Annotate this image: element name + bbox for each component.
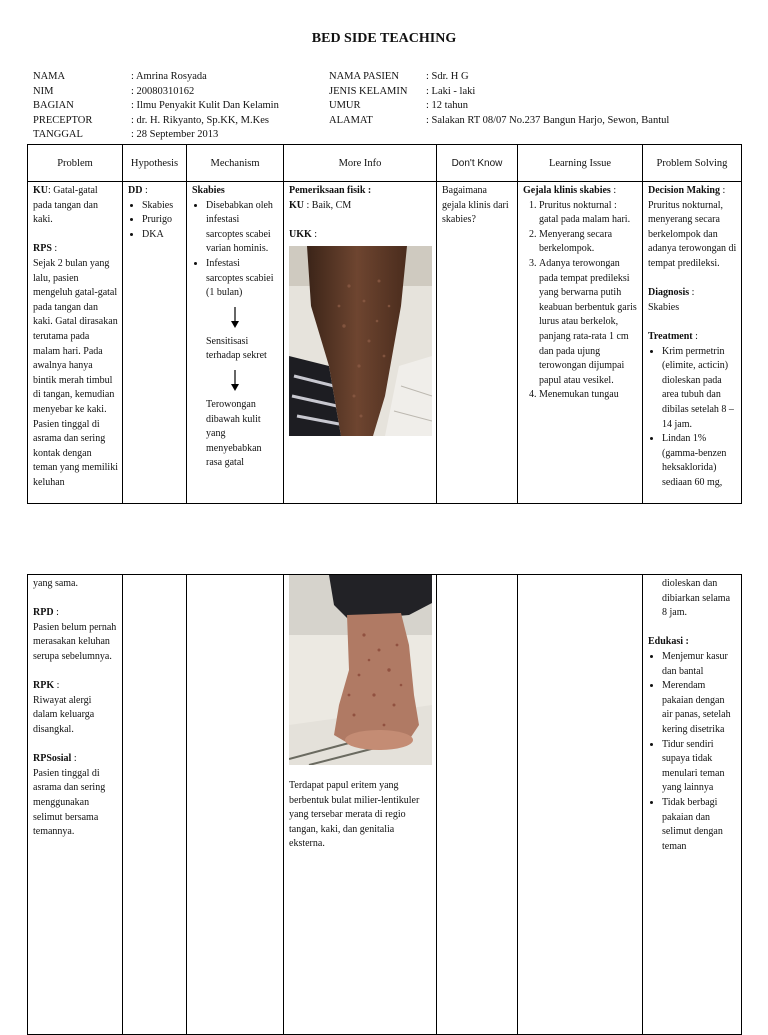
col-header-problem: Problem (28, 145, 123, 182)
list-item: 2. Menyerang secara berkelompok. (539, 228, 638, 257)
list-item: • Disebabkan oleh infestasi sarcoptes scabei varian hominis. (206, 199, 279, 257)
rpsosial-colon: : (71, 753, 77, 765)
mechanism-cell (187, 182, 284, 504)
problem-solving-cell (643, 182, 742, 504)
treatment-list (648, 345, 737, 491)
mechanism-heading: Skabies (192, 185, 225, 196)
value-nama-pasien: : Sdr. H G (426, 71, 469, 82)
list-item: 4. Menemukan tungau (539, 388, 638, 403)
value-bagian: : Ilmu Penyakit Kulit Dan Kelamin (131, 100, 279, 112)
label-jenis-kelamin: JENIS KELAMIN (329, 85, 408, 97)
hypothesis-cell (123, 182, 187, 504)
ku-text: : Gatal-gatal pada tangan dan kaki. (33, 185, 98, 226)
ku-label: KU (33, 185, 48, 196)
decision-making-text: : Pruritus nokturnal, menyerang secara berkelompok dan adanya terowongan di tempat predileksi. (648, 185, 737, 269)
label-nim: NIM (33, 85, 54, 97)
label-bagian: BAGIAN (33, 100, 74, 112)
learning-issue-cell (518, 575, 643, 1035)
value-umur: : 12 tahun (426, 100, 468, 112)
learning-issue-list (523, 199, 638, 403)
ku-label: KU (289, 199, 304, 211)
learning-issue-heading: Gejala klinis skabies (523, 185, 611, 196)
more-info-cell (284, 182, 437, 504)
rpsosial-text: Pasien tinggal di asrama dan sering menggunakan selimut bersama temannya. (33, 767, 106, 838)
list-item: • Lindan 1% (gamma-benzen heksaklorida) sediaan 60 mg, (662, 432, 737, 490)
header-right-labels (329, 70, 407, 128)
col-header-mechanism: Mechanism (187, 145, 284, 182)
arm-lesion-photo (289, 246, 432, 436)
down-arrow-icon (230, 307, 240, 329)
header-left-labels (33, 70, 92, 143)
col-header-problem-solving: Problem Solving (643, 145, 742, 182)
ku-text: : Baik, CM (304, 199, 352, 211)
rpd-colon: : (53, 607, 59, 619)
label-nama: NAMA (33, 71, 66, 82)
label-preceptor: PRECEPTOR (33, 114, 93, 126)
mechanism-step-3: Terowongan dibawah kulit yang menyebabkan rasa gatal (206, 398, 262, 469)
value-tanggal: : 28 September 2013 (131, 129, 219, 141)
rps-label: RPS (33, 243, 52, 255)
label-tanggal: TANGGAL (33, 129, 83, 141)
col-header-hypothesis: Hypothesis (123, 145, 187, 182)
dd-label: DD (128, 185, 143, 196)
treatment-2-cont: dioleskan dan dibiarkan selama 8 jam. (662, 578, 731, 619)
list-item: • DKA (142, 228, 182, 243)
learning-issue-cell (518, 182, 643, 504)
treatment-colon: : (692, 330, 698, 342)
table-content-row (28, 575, 742, 1035)
col-header-more-info: More Info (284, 145, 437, 182)
rpd-text: Pasien belum pernah merasakan keluhan serupa sebelumnya. (33, 621, 117, 662)
diagnosis-text: Skabies (648, 301, 680, 313)
rps-text: Sejak 2 bulan yang lalu, pasien mengeluh gatal-gatal pada tangan dan kaki. Gatal dirasakan terutama pada malam hari. Pada awalnya hanya bintik merah timbul di tangan, kemudian menyebar ke kaki. Pasien tinggal di asrama dan sering kontak dengan teman yang memiliki keluhan (33, 257, 118, 488)
list-item: • Prurigo (142, 213, 182, 228)
value-jenis-kelamin: : Laki - laki (426, 85, 476, 97)
more-info-cell (284, 575, 437, 1035)
col-header-learning-issue: Learning Issue (518, 145, 643, 182)
list-item: • Tidur sendiri supaya tidak menulari teman yang lainnya (662, 738, 737, 796)
rpk-label: RPK (33, 680, 55, 692)
value-preceptor: : dr. H. Rikyanto, Sp.KK, M.Kes (131, 114, 269, 126)
edukasi-label: Edukasi : (648, 636, 689, 648)
rpd-label: RPD (33, 607, 54, 619)
list-item: • Krim permetrin (elimite, acticin) dioleskan pada area tubuh dan dibilas setelah 8 – 14 jam. (662, 345, 737, 433)
page-title: BED SIDE TEACHING (311, 31, 457, 46)
learning-issue-colon: : (610, 185, 617, 196)
foot-lesion-photo (289, 575, 432, 765)
dd-colon: : (142, 185, 148, 196)
problem-solving-cell (643, 575, 742, 1035)
label-umur: UMUR (329, 100, 361, 112)
label-alamat: ALAMAT (329, 114, 373, 126)
list-item: • Menjemur kasur dan bantal (662, 650, 737, 679)
list-item: • Merendam pakaian dengan air panas, setelah kering disetrika (662, 679, 737, 737)
ukk-label: UKK (289, 228, 312, 240)
dont-know-text: Bagaimana gejala klinis dari skabies? (442, 185, 509, 226)
rpk-text: Riwayat alergi dalam keluarga disangkal. (33, 694, 95, 735)
rps-colon: : (51, 243, 58, 255)
label-nama-pasien: NAMA PASIEN (329, 71, 399, 82)
value-nim: : 20080310162 (131, 85, 195, 97)
down-arrow-icon (230, 370, 240, 392)
mechanism-list (192, 199, 279, 301)
diagnosis-colon: : (689, 287, 695, 299)
problem-cell (28, 575, 123, 1035)
value-alamat: : Salakan RT 08/07 No.237 Bangun Harjo, Sewon, Bantul (426, 114, 670, 126)
list-item: 1. Pruritus nokturnal : gatal pada malam hari. (539, 199, 638, 228)
rpk-colon: : (54, 680, 60, 692)
decision-making-label: Decision Making (648, 185, 720, 196)
header-left-values (131, 70, 279, 143)
dont-know-cell (437, 575, 518, 1035)
problem-cell (28, 182, 123, 504)
ukk-colon: : (311, 228, 318, 240)
bst-table-part2 (27, 574, 742, 1035)
value-nama: : Amrina Rosyada (131, 71, 207, 82)
dd-list (128, 199, 182, 243)
hypothesis-cell (123, 575, 187, 1035)
list-item: • Infestasi sarcoptes scabiei (1 bulan) (206, 257, 279, 301)
table-content-row (28, 182, 742, 504)
mechanism-step-2: Sensitisasi terhadap sekret (206, 335, 267, 362)
dont-know-cell (437, 182, 518, 504)
edukasi-list (648, 650, 737, 854)
treatment-label: Treatment (648, 330, 693, 342)
list-item: 3. Adanya terowongan pada tempat predileksi yang berwarna putih keabuan berbentuk garis lurus atau berkelok, panjang rata-rata 1 cm dan pada ujung terowongan dijumpai papul atau vesikel. (539, 257, 638, 388)
bst-table-part1 (27, 144, 742, 504)
exam-label: Pemeriksaan fisik : (289, 185, 372, 196)
header-right-values (426, 70, 669, 128)
col-header-dont-know: Don't Know (437, 145, 518, 182)
ukk-description: Terdapat papul eritem yang berbentuk bulat milier-lentikuler yang tersebar merata di regio tangan, kaki, dan genitalia eksterna. (289, 780, 420, 850)
list-item: • Skabies (142, 199, 182, 214)
rps-text-cont: yang sama. (33, 578, 78, 589)
table-header-row (28, 145, 742, 182)
diagnosis-label: Diagnosis (648, 287, 690, 299)
list-item: • Tidak berbagi pakaian dan selimut dengan teman (662, 796, 737, 854)
mechanism-cell (187, 575, 284, 1035)
rpsosial-label: RPSosial (33, 753, 72, 765)
